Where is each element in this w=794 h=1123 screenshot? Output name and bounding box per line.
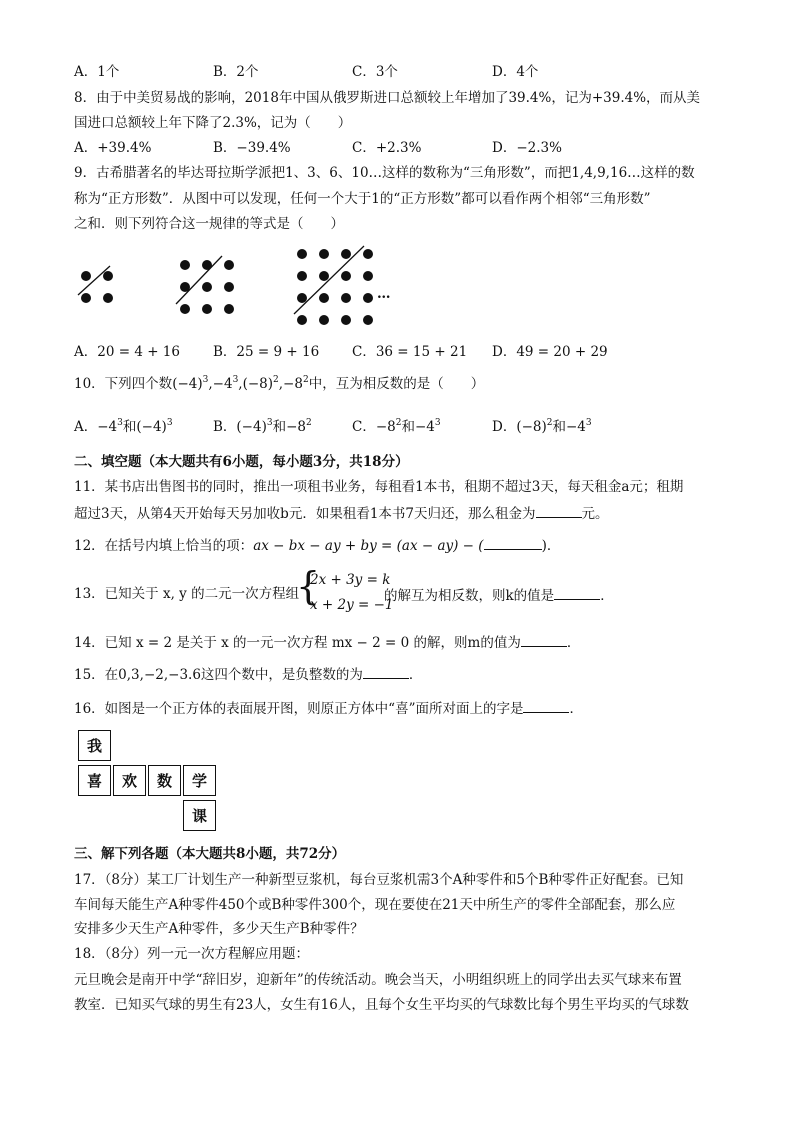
q16-period: ．	[569, 701, 583, 717]
q13-stem-end	[384, 585, 614, 605]
q12-line	[74, 535, 560, 555]
q16-line	[74, 698, 583, 718]
q8-line-2: 国进口总额较上年下降了2.3%，记为（ ）	[74, 115, 352, 131]
figure-ellipsis: …	[377, 286, 391, 302]
q13-stem-start: 13．已知关于 x, y 的二元一次方程组	[74, 586, 300, 602]
q9-option-d: D．49 = 20 + 29	[492, 344, 608, 360]
square-number-2-figure	[70, 262, 120, 312]
section-2-heading: 二、填空题（本大题共有6小题，每小题3分，共18分）	[74, 454, 409, 470]
q10-stem-start: 10．下列四个数	[74, 376, 173, 392]
q15-text: 15．在0,3,−2,−3.6这四个数中，是负整数的为	[74, 667, 363, 683]
q9-line-3: 之和．则下列符合这一规律的等式是（ ）	[74, 216, 344, 232]
q18-line-1: 18．（8分）列一元一次方程解应用题：	[74, 946, 310, 962]
q10-option-b: B．$(-4)^3$和$-8^2$	[213, 418, 312, 435]
q18-line-2: 元旦晚会是南开中学“辞旧岁，迎新年”的传统活动。晚会当天，小明组织班上的同学出去买气球来布置	[74, 972, 682, 988]
q13-equation-1: 2x + 3y = k	[310, 572, 391, 588]
cube-face-xue: 学	[183, 765, 216, 796]
q16-text: 16．如图是一个正方体的表面展开图，则原正方体中“喜”面所对面上的字是	[74, 701, 524, 717]
q12-expression: ax − bx − ay + by = (ax − ay) − (	[253, 538, 484, 554]
q17-line-2: 车间每天能生产A种零件450个或B种零件300个，现在要使在21天中所生产的零件全部配套，那么应	[74, 897, 676, 913]
q7-option-b: B．2个	[213, 64, 259, 80]
cube-face-huan: 欢	[113, 765, 146, 796]
q18-line-3: 教室．已知买气球的男生有23人，女生有16人，且每个女生平均买的气球数比每个男生平均买的气球数	[74, 997, 689, 1013]
q9-option-c: C．36 = 15 + 21	[352, 344, 468, 360]
q12-end: )．	[541, 538, 561, 554]
q13-brace: {	[296, 564, 321, 608]
cube-face-xi: 喜	[78, 765, 111, 796]
q17-line-3: 安排多少天生产A种零件，多少天生产B种零件？	[74, 921, 364, 937]
q12-answer-blank[interactable]	[484, 535, 542, 550]
section-3-heading: 三、解下列各题（本大题共8小题，共72分）	[74, 846, 346, 862]
q7-option-d: D．4个	[492, 64, 539, 80]
q10-stem	[74, 375, 484, 393]
q11-unit: 元。	[581, 506, 609, 522]
q10-option-c: C．$-8^2$和$-4^3$	[352, 418, 441, 435]
q10-option-a: A．$-4^3$和$(-4)^3$	[74, 418, 173, 435]
q8-option-c: C．+2.3%	[352, 140, 422, 156]
q14-line	[74, 632, 580, 652]
q8-line-1: 8．由于中美贸易战的影响，2018年中国从俄罗斯进口总额较上年增加了39.4%，记为+39.4%，而从美	[74, 90, 701, 106]
q9-line-2: 称为“正方形数”．从图中可以发现，任何一个大于1的“正方形数”都可以看作两个相邻“三角形数”	[74, 191, 651, 207]
q11-text: 超过3天，从第4天开始每天另加收b元．如果租看1本书7天归还，那么租金为	[74, 506, 536, 522]
q14-answer-blank[interactable]	[521, 632, 567, 647]
q13-text: 的解互为相反数，则k的值是	[384, 588, 555, 604]
q10-numbers: $(-4)^3,-4^3,(-8)^2,-8^2$	[172, 375, 309, 392]
q8-option-a: A．+39.4%	[74, 140, 152, 156]
q11-line-1: 11．某书店出售图书的同时，推出一项租书业务，每租看1本书，租期不超过3天，每天租金a元；租期	[74, 479, 684, 495]
q8-option-d: D．−2.3%	[492, 140, 562, 156]
q7-option-c: C．3个	[352, 64, 398, 80]
q11-line-2	[74, 503, 609, 523]
q12-text: 12．在括号内填上恰当的项：	[74, 538, 254, 554]
square-number-3-figure	[172, 255, 242, 320]
q13-answer-blank[interactable]	[554, 585, 600, 600]
q16-answer-blank[interactable]	[523, 698, 569, 713]
q11-answer-blank[interactable]	[536, 503, 582, 518]
square-number-4-figure	[292, 244, 382, 329]
q9-line-1: 9．古希腊著名的毕达哥拉斯学派把1、3、6、10…这样的数称为“三角形数”，而把1,4,9,16…这样的数	[74, 165, 695, 181]
q10-option-d: D．$(-8)^2$和$-4^3$	[492, 418, 592, 435]
q9-option-b: B．25 = 9 + 16	[213, 344, 320, 360]
q14-text: 14．已知 x = 2 是关于 x 的一元一次方程 mx − 2 = 0 的解，则m的值为	[74, 635, 521, 651]
cube-face-ke: 课	[183, 800, 216, 831]
q15-line	[74, 664, 422, 684]
q8-option-b: B．−39.4%	[213, 140, 291, 156]
q14-period: ．	[566, 635, 581, 651]
q17-line-1: 17．（8分）某工厂计划生产一种新型豆浆机，每台豆浆机需3个A种零件和5个B种零件正好配套。已知	[74, 872, 684, 888]
q15-answer-blank[interactable]	[363, 664, 409, 679]
cube-face-shu: 数	[148, 765, 181, 796]
q15-period: ．	[408, 667, 423, 683]
q13-equation-2: x + 2y = −1	[310, 597, 394, 613]
q10-stem-end: 中，互为相反数的是（ ）	[308, 376, 485, 392]
q9-option-a: A．20 = 4 + 16	[74, 344, 180, 360]
cube-face-wo: 我	[78, 730, 111, 761]
q7-option-a: A．1个	[74, 64, 120, 80]
q13-period: ．	[600, 588, 614, 604]
